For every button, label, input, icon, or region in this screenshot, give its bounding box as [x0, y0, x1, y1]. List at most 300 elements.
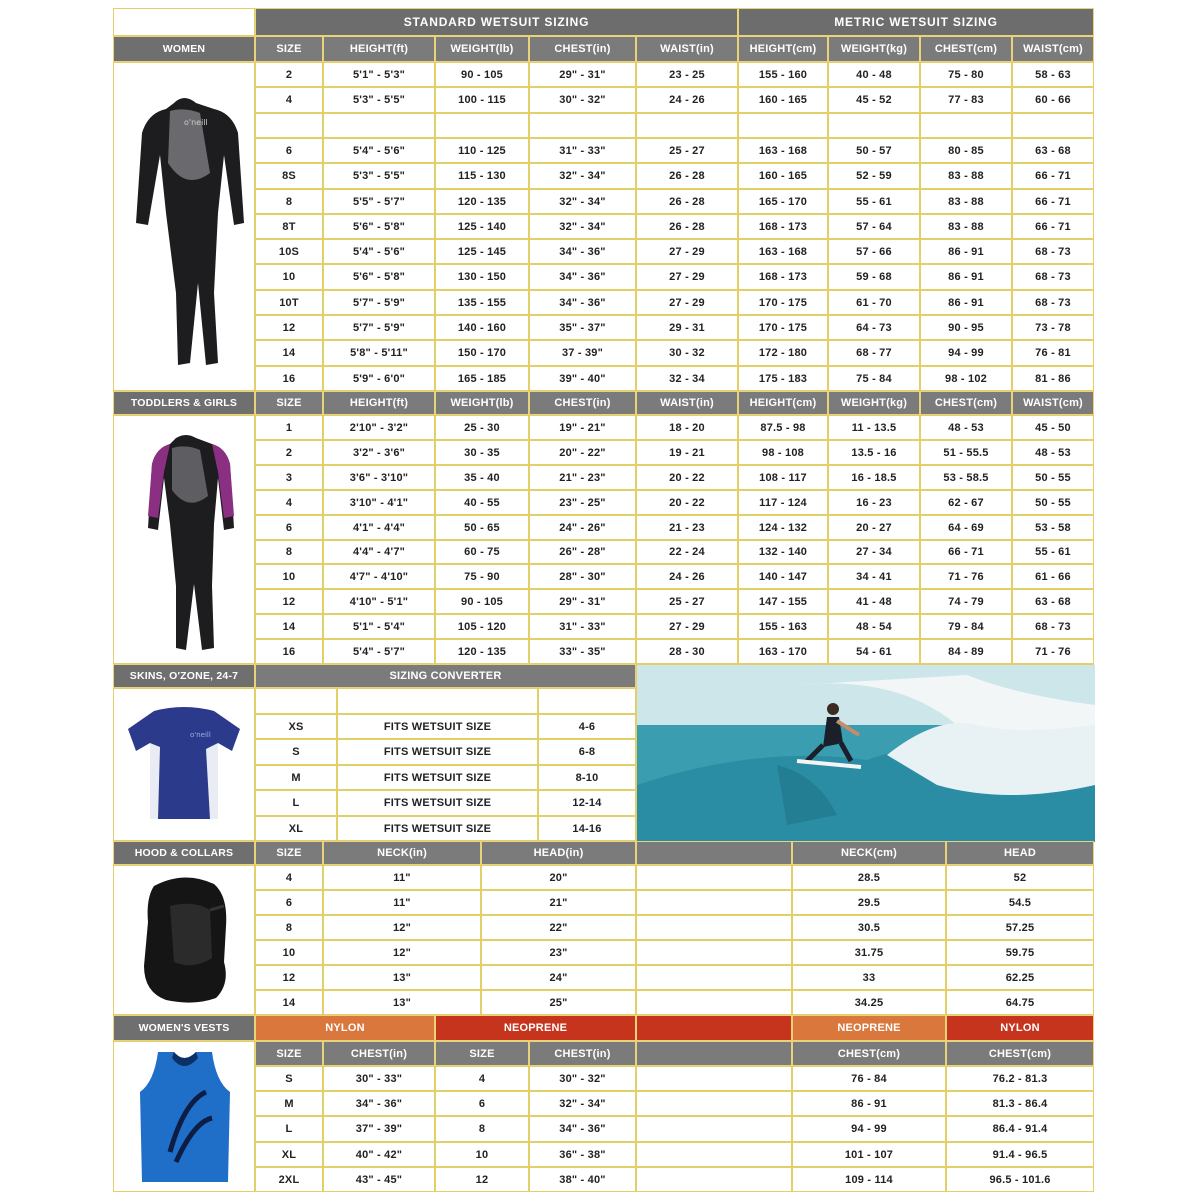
women-cell: 90 - 95	[920, 315, 1012, 340]
toddlers-cell: 124 - 132	[738, 515, 828, 540]
vest-column-header: CHEST(in)	[529, 1041, 636, 1066]
women-cell: 75 - 84	[828, 366, 920, 391]
women-cell: 5'6" - 5'8"	[323, 214, 435, 239]
women-cell: 155 - 160	[738, 62, 828, 87]
women-cell: 57 - 66	[828, 239, 920, 264]
toddlers-cell: 28 - 30	[636, 639, 738, 664]
women-cell: 32" - 34"	[529, 189, 636, 214]
toddlers-cell: 5'1" - 5'4"	[323, 614, 435, 639]
women-cell: 12	[255, 315, 323, 340]
women-cell: 5'6" - 5'8"	[323, 264, 435, 290]
toddlers-cell: 16 - 23	[828, 490, 920, 515]
vest-cell: 94 - 99	[792, 1116, 946, 1142]
toddlers-cell: 50 - 55	[1012, 490, 1094, 515]
women-cell: 5'4" - 5'6"	[323, 239, 435, 264]
toddlers-cell: 163 - 170	[738, 639, 828, 664]
toddlers-cell: 20 - 27	[828, 515, 920, 540]
vest-column-header	[636, 1041, 792, 1066]
toddlers-cell: 25 - 30	[435, 415, 529, 440]
toddlers-cell: 87.5 - 98	[738, 415, 828, 440]
women-section-label: WOMEN	[113, 36, 255, 62]
skins-cell: 4-6	[538, 714, 636, 739]
vest-cell: 43" - 45"	[323, 1167, 435, 1192]
toddlers-cell: 4'7" - 4'10"	[323, 564, 435, 589]
hood-section-label: HOOD & COLLARS	[113, 841, 255, 865]
toddlers-cell: 75 - 90	[435, 564, 529, 589]
vest-cell: 32" - 34"	[529, 1091, 636, 1116]
toddlers-column-header: SIZE	[255, 391, 323, 415]
women-cell	[1012, 113, 1094, 138]
women-cell	[636, 113, 738, 138]
women-cell: 30" - 32"	[529, 87, 636, 113]
hood-cell	[636, 890, 792, 915]
vest-cell	[636, 1116, 792, 1142]
skins-blank-cell	[538, 688, 636, 714]
toddlers-cell: 6	[255, 515, 323, 540]
hood-cell: 12	[255, 965, 323, 990]
toddlers-cell: 2	[255, 440, 323, 465]
women-cell: 66 - 71	[1012, 214, 1094, 239]
vest-group-nylon: NYLON	[255, 1015, 435, 1041]
women-cell: 115 - 130	[435, 163, 529, 189]
vest-cell: L	[255, 1116, 323, 1142]
women-cell: 29" - 31"	[529, 62, 636, 87]
women-cell: 83 - 88	[920, 163, 1012, 189]
neoprene-hood-icon	[113, 865, 255, 1015]
toddlers-cell: 3'6" - 3'10"	[323, 465, 435, 490]
toddlers-column-header: CHEST(cm)	[920, 391, 1012, 415]
skins-section-label: SKINS, O'ZONE, 24-7	[113, 664, 255, 688]
toddlers-cell: 63 - 68	[1012, 589, 1094, 614]
skins-cell: 14-16	[538, 816, 636, 841]
svg-text:o'neill: o'neill	[190, 731, 211, 739]
women-cell: 68 - 73	[1012, 290, 1094, 315]
vest-cell	[636, 1066, 792, 1091]
hood-cell: 13"	[323, 990, 481, 1015]
women-cell: 5'7" - 5'9"	[323, 290, 435, 315]
svg-text:o'neill: o'neill	[184, 118, 208, 127]
women-cell: 76 - 81	[1012, 340, 1094, 366]
vest-cell: 4	[435, 1066, 529, 1091]
toddlers-cell: 53 - 58.5	[920, 465, 1012, 490]
women-column-header: CHEST(cm)	[920, 36, 1012, 62]
toddlers-cell: 50 - 65	[435, 515, 529, 540]
surfer-photo-icon	[636, 664, 1094, 841]
sizing-converter-header: SIZING CONVERTER	[255, 664, 636, 688]
hood-cell: 59.75	[946, 940, 1094, 965]
women-cell	[738, 113, 828, 138]
women-cell: 120 - 135	[435, 189, 529, 214]
hood-cell: 6	[255, 890, 323, 915]
toddlers-cell: 18 - 20	[636, 415, 738, 440]
toddlers-column-header: WEIGHT(kg)	[828, 391, 920, 415]
women-column-header: WEIGHT(kg)	[828, 36, 920, 62]
toddlers-cell: 13.5 - 16	[828, 440, 920, 465]
hood-cell: 34.25	[792, 990, 946, 1015]
skins-cell: M	[255, 765, 337, 790]
women-cell: 30 - 32	[636, 340, 738, 366]
metric-sizing-header: METRIC WETSUIT SIZING	[738, 8, 1094, 36]
toddlers-cell: 120 - 135	[435, 639, 529, 664]
vest-cell: 76.2 - 81.3	[946, 1066, 1094, 1091]
women-cell: 125 - 140	[435, 214, 529, 239]
hood-cell: 4	[255, 865, 323, 890]
toddlers-cell: 24" - 26"	[529, 515, 636, 540]
women-cell: 150 - 170	[435, 340, 529, 366]
toddlers-column-header: WAIST(cm)	[1012, 391, 1094, 415]
women-cell	[529, 113, 636, 138]
women-cell	[435, 113, 529, 138]
women-cell: 165 - 185	[435, 366, 529, 391]
toddlers-cell: 10	[255, 564, 323, 589]
women-cell: 31" - 33"	[529, 138, 636, 163]
toddlers-cell: 132 - 140	[738, 540, 828, 564]
women-cell	[323, 113, 435, 138]
toddlers-cell: 34 - 41	[828, 564, 920, 589]
toddlers-cell: 41 - 48	[828, 589, 920, 614]
women-cell: 4	[255, 87, 323, 113]
vest-column-header: CHEST(cm)	[946, 1041, 1094, 1066]
toddlers-cell: 117 - 124	[738, 490, 828, 515]
skins-cell: FITS WETSUIT SIZE	[337, 790, 538, 816]
vest-cell: 34" - 36"	[529, 1116, 636, 1142]
toddlers-cell: 8	[255, 540, 323, 564]
women-cell: 60 - 66	[1012, 87, 1094, 113]
toddlers-cell: 4'4" - 4'7"	[323, 540, 435, 564]
women-cell: 5'1" - 5'3"	[323, 62, 435, 87]
women-cell: 50 - 57	[828, 138, 920, 163]
women-cell: 110 - 125	[435, 138, 529, 163]
toddlers-cell: 71 - 76	[1012, 639, 1094, 664]
vest-cell: 12	[435, 1167, 529, 1192]
toddlers-cell: 108 - 117	[738, 465, 828, 490]
women-column-header: WEIGHT(lb)	[435, 36, 529, 62]
women-cell: 66 - 71	[1012, 163, 1094, 189]
women-cell: 83 - 88	[920, 189, 1012, 214]
vest-cell: 36" - 38"	[529, 1142, 636, 1167]
women-cell: 29 - 31	[636, 315, 738, 340]
toddlers-cell: 20" - 22"	[529, 440, 636, 465]
women-cell: 168 - 173	[738, 264, 828, 290]
women-cell: 32" - 34"	[529, 163, 636, 189]
vest-cell: 30" - 32"	[529, 1066, 636, 1091]
toddlers-cell: 33" - 35"	[529, 639, 636, 664]
vest-cell: 6	[435, 1091, 529, 1116]
hood-cell: 33	[792, 965, 946, 990]
vest-column-header: CHEST(in)	[323, 1041, 435, 1066]
women-cell: 168 - 173	[738, 214, 828, 239]
women-cell: 86 - 91	[920, 264, 1012, 290]
toddlers-cell: 16	[255, 639, 323, 664]
toddlers-cell: 62 - 67	[920, 490, 1012, 515]
toddlers-cell: 79 - 84	[920, 614, 1012, 639]
women-cell: 34" - 36"	[529, 264, 636, 290]
hood-cell: 30.5	[792, 915, 946, 940]
women-cell: 8S	[255, 163, 323, 189]
hood-column-header: SIZE	[255, 841, 323, 865]
women-cell: 26 - 28	[636, 214, 738, 239]
vest-cell	[636, 1091, 792, 1116]
vest-cell: 101 - 107	[792, 1142, 946, 1167]
hood-cell: 57.25	[946, 915, 1094, 940]
women-cell: 5'7" - 5'9"	[323, 315, 435, 340]
hood-cell: 24"	[481, 965, 636, 990]
women-column-header: WAIST(in)	[636, 36, 738, 62]
women-cell: 26 - 28	[636, 189, 738, 214]
toddlers-column-header: CHEST(in)	[529, 391, 636, 415]
vest-group-blank	[636, 1015, 792, 1041]
vest-group-nylon-metric: NYLON	[946, 1015, 1094, 1041]
toddlers-cell: 4	[255, 490, 323, 515]
toddlers-cell: 35 - 40	[435, 465, 529, 490]
toddlers-cell: 147 - 155	[738, 589, 828, 614]
women-cell: 83 - 88	[920, 214, 1012, 239]
hood-cell: 52	[946, 865, 1094, 890]
hood-cell: 8	[255, 915, 323, 940]
hood-cell: 22"	[481, 915, 636, 940]
women-cell: 10S	[255, 239, 323, 264]
vest-cell: S	[255, 1066, 323, 1091]
women-cell: 90 - 105	[435, 62, 529, 87]
womens-wetsuit-icon	[113, 62, 255, 391]
hood-cell: 12"	[323, 940, 481, 965]
women-column-header: SIZE	[255, 36, 323, 62]
toddlers-cell: 20 - 22	[636, 490, 738, 515]
skins-cell: 8-10	[538, 765, 636, 790]
hood-cell: 14	[255, 990, 323, 1015]
women-cell	[828, 113, 920, 138]
vest-cell: 81.3 - 86.4	[946, 1091, 1094, 1116]
toddlers-cell: 5'4" - 5'7"	[323, 639, 435, 664]
toddlers-cell: 21 - 23	[636, 515, 738, 540]
women-cell: 170 - 175	[738, 315, 828, 340]
vest-cell: 91.4 - 96.5	[946, 1142, 1094, 1167]
women-cell: 163 - 168	[738, 239, 828, 264]
toddlers-cell: 14	[255, 614, 323, 639]
toddlers-cell: 61 - 66	[1012, 564, 1094, 589]
vest-cell: XL	[255, 1142, 323, 1167]
vest-cell: 8	[435, 1116, 529, 1142]
women-cell: 23 - 25	[636, 62, 738, 87]
hood-column-header	[636, 841, 792, 865]
toddlers-cell: 1	[255, 415, 323, 440]
women-cell: 24 - 26	[636, 87, 738, 113]
toddlers-cell: 4'10" - 5'1"	[323, 589, 435, 614]
women-column-header: WAIST(cm)	[1012, 36, 1094, 62]
toddlers-column-header: WAIST(in)	[636, 391, 738, 415]
women-cell: 172 - 180	[738, 340, 828, 366]
women-cell: 86 - 91	[920, 290, 1012, 315]
hood-cell: 28.5	[792, 865, 946, 890]
vest-cell: 37" - 39"	[323, 1116, 435, 1142]
toddlers-cell: 48 - 53	[920, 415, 1012, 440]
women-cell: 68 - 73	[1012, 239, 1094, 264]
hood-cell	[636, 940, 792, 965]
women-cell: 160 - 165	[738, 163, 828, 189]
women-cell: 14	[255, 340, 323, 366]
hood-column-header: NECK(in)	[323, 841, 481, 865]
women-column-header: CHEST(in)	[529, 36, 636, 62]
hood-cell: 25"	[481, 990, 636, 1015]
women-cell: 57 - 64	[828, 214, 920, 239]
women-cell: 59 - 68	[828, 264, 920, 290]
toddlers-cell: 155 - 163	[738, 614, 828, 639]
toddlers-cell: 68 - 73	[1012, 614, 1094, 639]
vest-cell	[636, 1142, 792, 1167]
skins-cell: 6-8	[538, 739, 636, 765]
toddlers-cell: 25 - 27	[636, 589, 738, 614]
women-cell	[920, 113, 1012, 138]
women-cell: 100 - 115	[435, 87, 529, 113]
vest-cell: 86.4 - 91.4	[946, 1116, 1094, 1142]
toddlers-cell: 23" - 25"	[529, 490, 636, 515]
vest-cell: 76 - 84	[792, 1066, 946, 1091]
toddlers-cell: 53 - 58	[1012, 515, 1094, 540]
toddlers-cell: 21" - 23"	[529, 465, 636, 490]
women-column-header: HEIGHT(cm)	[738, 36, 828, 62]
toddlers-cell: 16 - 18.5	[828, 465, 920, 490]
women-cell: 34" - 36"	[529, 239, 636, 264]
hood-cell: 10	[255, 940, 323, 965]
toddlers-cell: 19 - 21	[636, 440, 738, 465]
toddlers-column-header: HEIGHT(ft)	[323, 391, 435, 415]
women-cell: 68 - 77	[828, 340, 920, 366]
toddlers-cell: 29" - 31"	[529, 589, 636, 614]
women-cell: 163 - 168	[738, 138, 828, 163]
toddlers-cell: 27 - 34	[828, 540, 920, 564]
women-cell: 135 - 155	[435, 290, 529, 315]
skins-cell: S	[255, 739, 337, 765]
women-cell	[255, 113, 323, 138]
top-left-blank	[113, 8, 255, 36]
toddlers-cell: 40 - 55	[435, 490, 529, 515]
vest-cell: 34" - 36"	[323, 1091, 435, 1116]
toddlers-cell: 31" - 33"	[529, 614, 636, 639]
toddlers-cell: 54 - 61	[828, 639, 920, 664]
women-cell: 10	[255, 264, 323, 290]
women-cell: 165 - 170	[738, 189, 828, 214]
toddlers-cell: 90 - 105	[435, 589, 529, 614]
women-cell: 40 - 48	[828, 62, 920, 87]
women-cell: 77 - 83	[920, 87, 1012, 113]
women-cell: 94 - 99	[920, 340, 1012, 366]
toddlers-cell: 22 - 24	[636, 540, 738, 564]
toddlers-cell: 4'1" - 4'4"	[323, 515, 435, 540]
toddlers-cell: 28" - 30"	[529, 564, 636, 589]
skins-cell: FITS WETSUIT SIZE	[337, 739, 538, 765]
hood-cell: 31.75	[792, 940, 946, 965]
vest-cell: M	[255, 1091, 323, 1116]
skins-cell: L	[255, 790, 337, 816]
toddlers-cell: 105 - 120	[435, 614, 529, 639]
hood-cell: 64.75	[946, 990, 1094, 1015]
women-cell: 80 - 85	[920, 138, 1012, 163]
vest-cell: 10	[435, 1142, 529, 1167]
hood-cell: 29.5	[792, 890, 946, 915]
women-cell: 98 - 102	[920, 366, 1012, 391]
women-cell: 73 - 78	[1012, 315, 1094, 340]
women-cell: 140 - 160	[435, 315, 529, 340]
women-cell: 27 - 29	[636, 264, 738, 290]
toddlers-cell: 45 - 50	[1012, 415, 1094, 440]
skins-cell: XS	[255, 714, 337, 739]
women-cell: 37 - 39"	[529, 340, 636, 366]
women-cell: 5'5" - 5'7"	[323, 189, 435, 214]
women-cell: 45 - 52	[828, 87, 920, 113]
vests-section-label: WOMEN'S VESTS	[113, 1015, 255, 1041]
vest-cell: 86 - 91	[792, 1091, 946, 1116]
toddlers-cell: 3	[255, 465, 323, 490]
women-cell: 175 - 183	[738, 366, 828, 391]
women-cell: 170 - 175	[738, 290, 828, 315]
women-cell: 26 - 28	[636, 163, 738, 189]
hood-cell: 23"	[481, 940, 636, 965]
women-cell: 35" - 37"	[529, 315, 636, 340]
hood-cell: 62.25	[946, 965, 1094, 990]
women-cell: 58 - 63	[1012, 62, 1094, 87]
girls-wetsuit-icon	[113, 415, 255, 664]
standard-sizing-header: STANDARD WETSUIT SIZING	[255, 8, 738, 36]
women-cell: 27 - 29	[636, 290, 738, 315]
women-cell: 125 - 145	[435, 239, 529, 264]
women-cell: 5'4" - 5'6"	[323, 138, 435, 163]
toddlers-cell: 66 - 71	[920, 540, 1012, 564]
hood-cell: 13"	[323, 965, 481, 990]
womens-vest-icon	[113, 1041, 255, 1192]
skins-cell: 12-14	[538, 790, 636, 816]
hood-cell: 20"	[481, 865, 636, 890]
toddlers-cell: 2'10" - 3'2"	[323, 415, 435, 440]
vest-column-header: SIZE	[435, 1041, 529, 1066]
hood-cell: 12"	[323, 915, 481, 940]
women-cell: 27 - 29	[636, 239, 738, 264]
toddlers-cell: 64 - 69	[920, 515, 1012, 540]
hood-cell: 11"	[323, 890, 481, 915]
women-cell: 8T	[255, 214, 323, 239]
toddlers-cell: 11 - 13.5	[828, 415, 920, 440]
skins-cell: XL	[255, 816, 337, 841]
toddlers-cell: 3'2" - 3'6"	[323, 440, 435, 465]
hood-column-header: HEAD	[946, 841, 1094, 865]
women-cell: 32 - 34	[636, 366, 738, 391]
vest-group-neoprene: NEOPRENE	[435, 1015, 636, 1041]
vest-cell: 109 - 114	[792, 1167, 946, 1192]
vest-group-neoprene-metric: NEOPRENE	[792, 1015, 946, 1041]
women-cell: 130 - 150	[435, 264, 529, 290]
vest-cell: 96.5 - 101.6	[946, 1167, 1094, 1192]
women-cell: 68 - 73	[1012, 264, 1094, 290]
toddlers-cell: 12	[255, 589, 323, 614]
toddlers-cell: 48 - 53	[1012, 440, 1094, 465]
hood-cell	[636, 965, 792, 990]
toddlers-cell: 98 - 108	[738, 440, 828, 465]
hood-cell	[636, 915, 792, 940]
women-cell: 25 - 27	[636, 138, 738, 163]
toddlers-cell: 55 - 61	[1012, 540, 1094, 564]
vest-cell: 30" - 33"	[323, 1066, 435, 1091]
women-cell: 5'8" - 5'11"	[323, 340, 435, 366]
women-cell: 32" - 34"	[529, 214, 636, 239]
women-cell: 5'3" - 5'5"	[323, 87, 435, 113]
women-cell: 61 - 70	[828, 290, 920, 315]
vest-cell: 40" - 42"	[323, 1142, 435, 1167]
toddlers-cell: 20 - 22	[636, 465, 738, 490]
hood-column-header: NECK(cm)	[792, 841, 946, 865]
toddlers-cell: 48 - 54	[828, 614, 920, 639]
women-cell: 75 - 80	[920, 62, 1012, 87]
women-column-header: HEIGHT(ft)	[323, 36, 435, 62]
toddlers-cell: 140 - 147	[738, 564, 828, 589]
